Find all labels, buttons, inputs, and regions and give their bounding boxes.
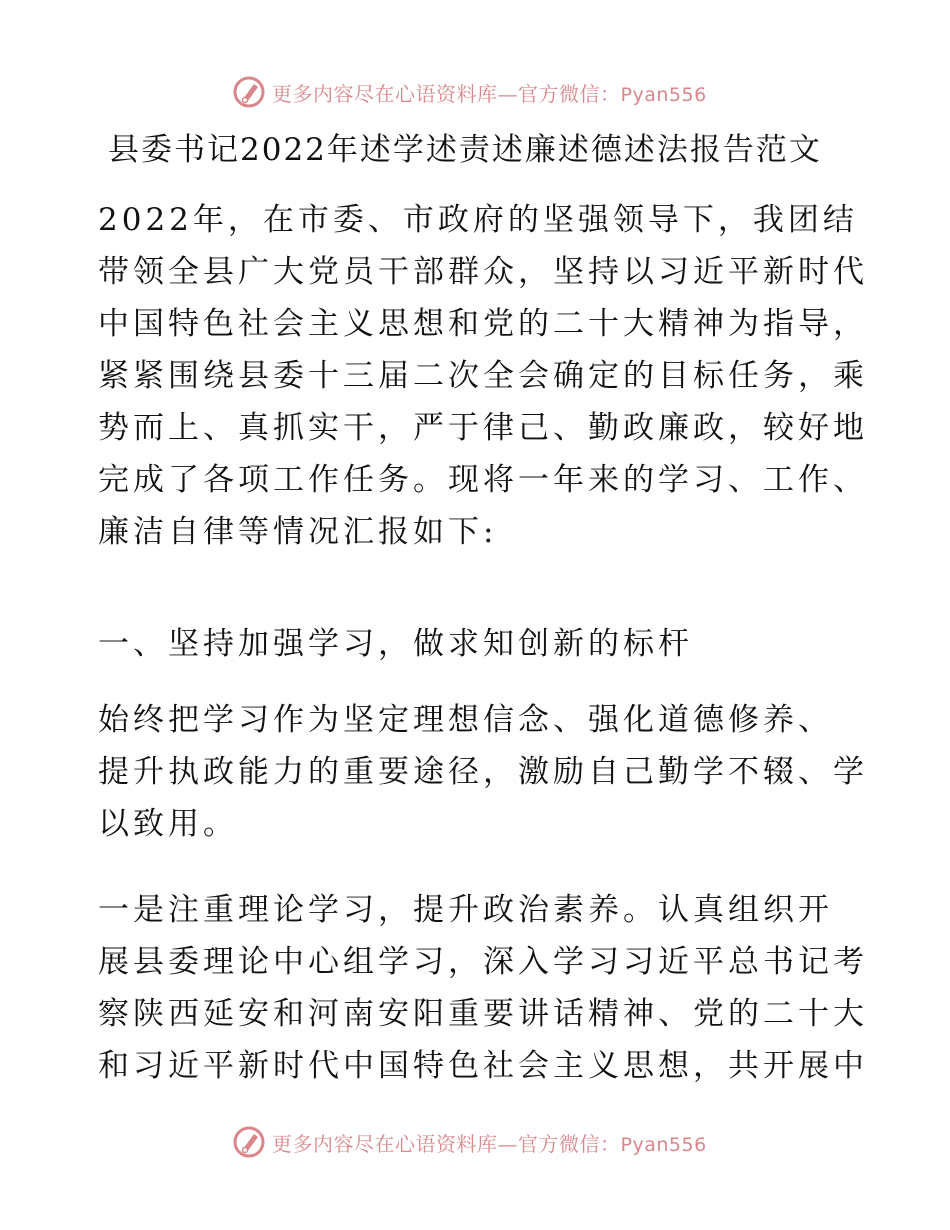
text-line: 一是注重理论学习，提升政治素养。认真组织开 (98, 892, 833, 928)
text-line: 2022年，在市委、市政府的坚强领导下，我团结 (98, 202, 858, 238)
point-one-paragraph (98, 884, 868, 1092)
text-line: 廉洁自律等情况汇报如下: (98, 514, 498, 550)
text-line: 势而上、真抓实干，严于律己、勤政廉政，较好地 (98, 410, 868, 446)
section-heading (98, 618, 858, 670)
document-title: 县委书记2022年述学述责述廉述德述法报告范文 (108, 132, 822, 168)
text-line: 带领全县广大党员干部群众，坚持以习近平新时代 (98, 254, 868, 290)
section-heading-text: 一、坚持加强学习，做求知创新的标杆 (98, 626, 693, 662)
text-line: 完成了各项工作任务。现将一年来的学习、工作、 (98, 462, 868, 498)
text-line: 紧紧围绕县委十三届二次全会确定的目标任务，乘 (98, 358, 868, 394)
text-line: 中国特色社会主义思想和党的二十大精神为指导， (98, 306, 868, 342)
pen-logo-icon (232, 75, 266, 109)
text-line: 和习近平新时代中国特色社会主义思想，共开展中 (98, 1048, 868, 1084)
text-line: 察陕西延安和河南安阳重要讲话精神、党的二十大 (98, 996, 868, 1032)
text-line: 以致用。 (98, 806, 238, 842)
watermark-banner-top (0, 72, 950, 112)
watermark-text: 更多内容尽在心语资料库—官方微信：Pyan556 (272, 81, 707, 106)
text-line: 始终把学习作为坚定理想信念、强化道德修养、 (98, 702, 833, 738)
text-line: 提升执政能力的重要途径，激励自己勤学不辍、学 (98, 754, 868, 790)
pen-logo-icon (232, 1125, 266, 1159)
watermark-text: 更多内容尽在心语资料库—官方微信：Pyan556 (272, 1131, 707, 1156)
intro-paragraph (98, 194, 868, 558)
section-intro-paragraph (98, 694, 868, 850)
watermark-banner-bottom (0, 1122, 950, 1162)
text-line: 展县委理论中心组学习，深入学习习近平总书记考 (98, 944, 868, 980)
